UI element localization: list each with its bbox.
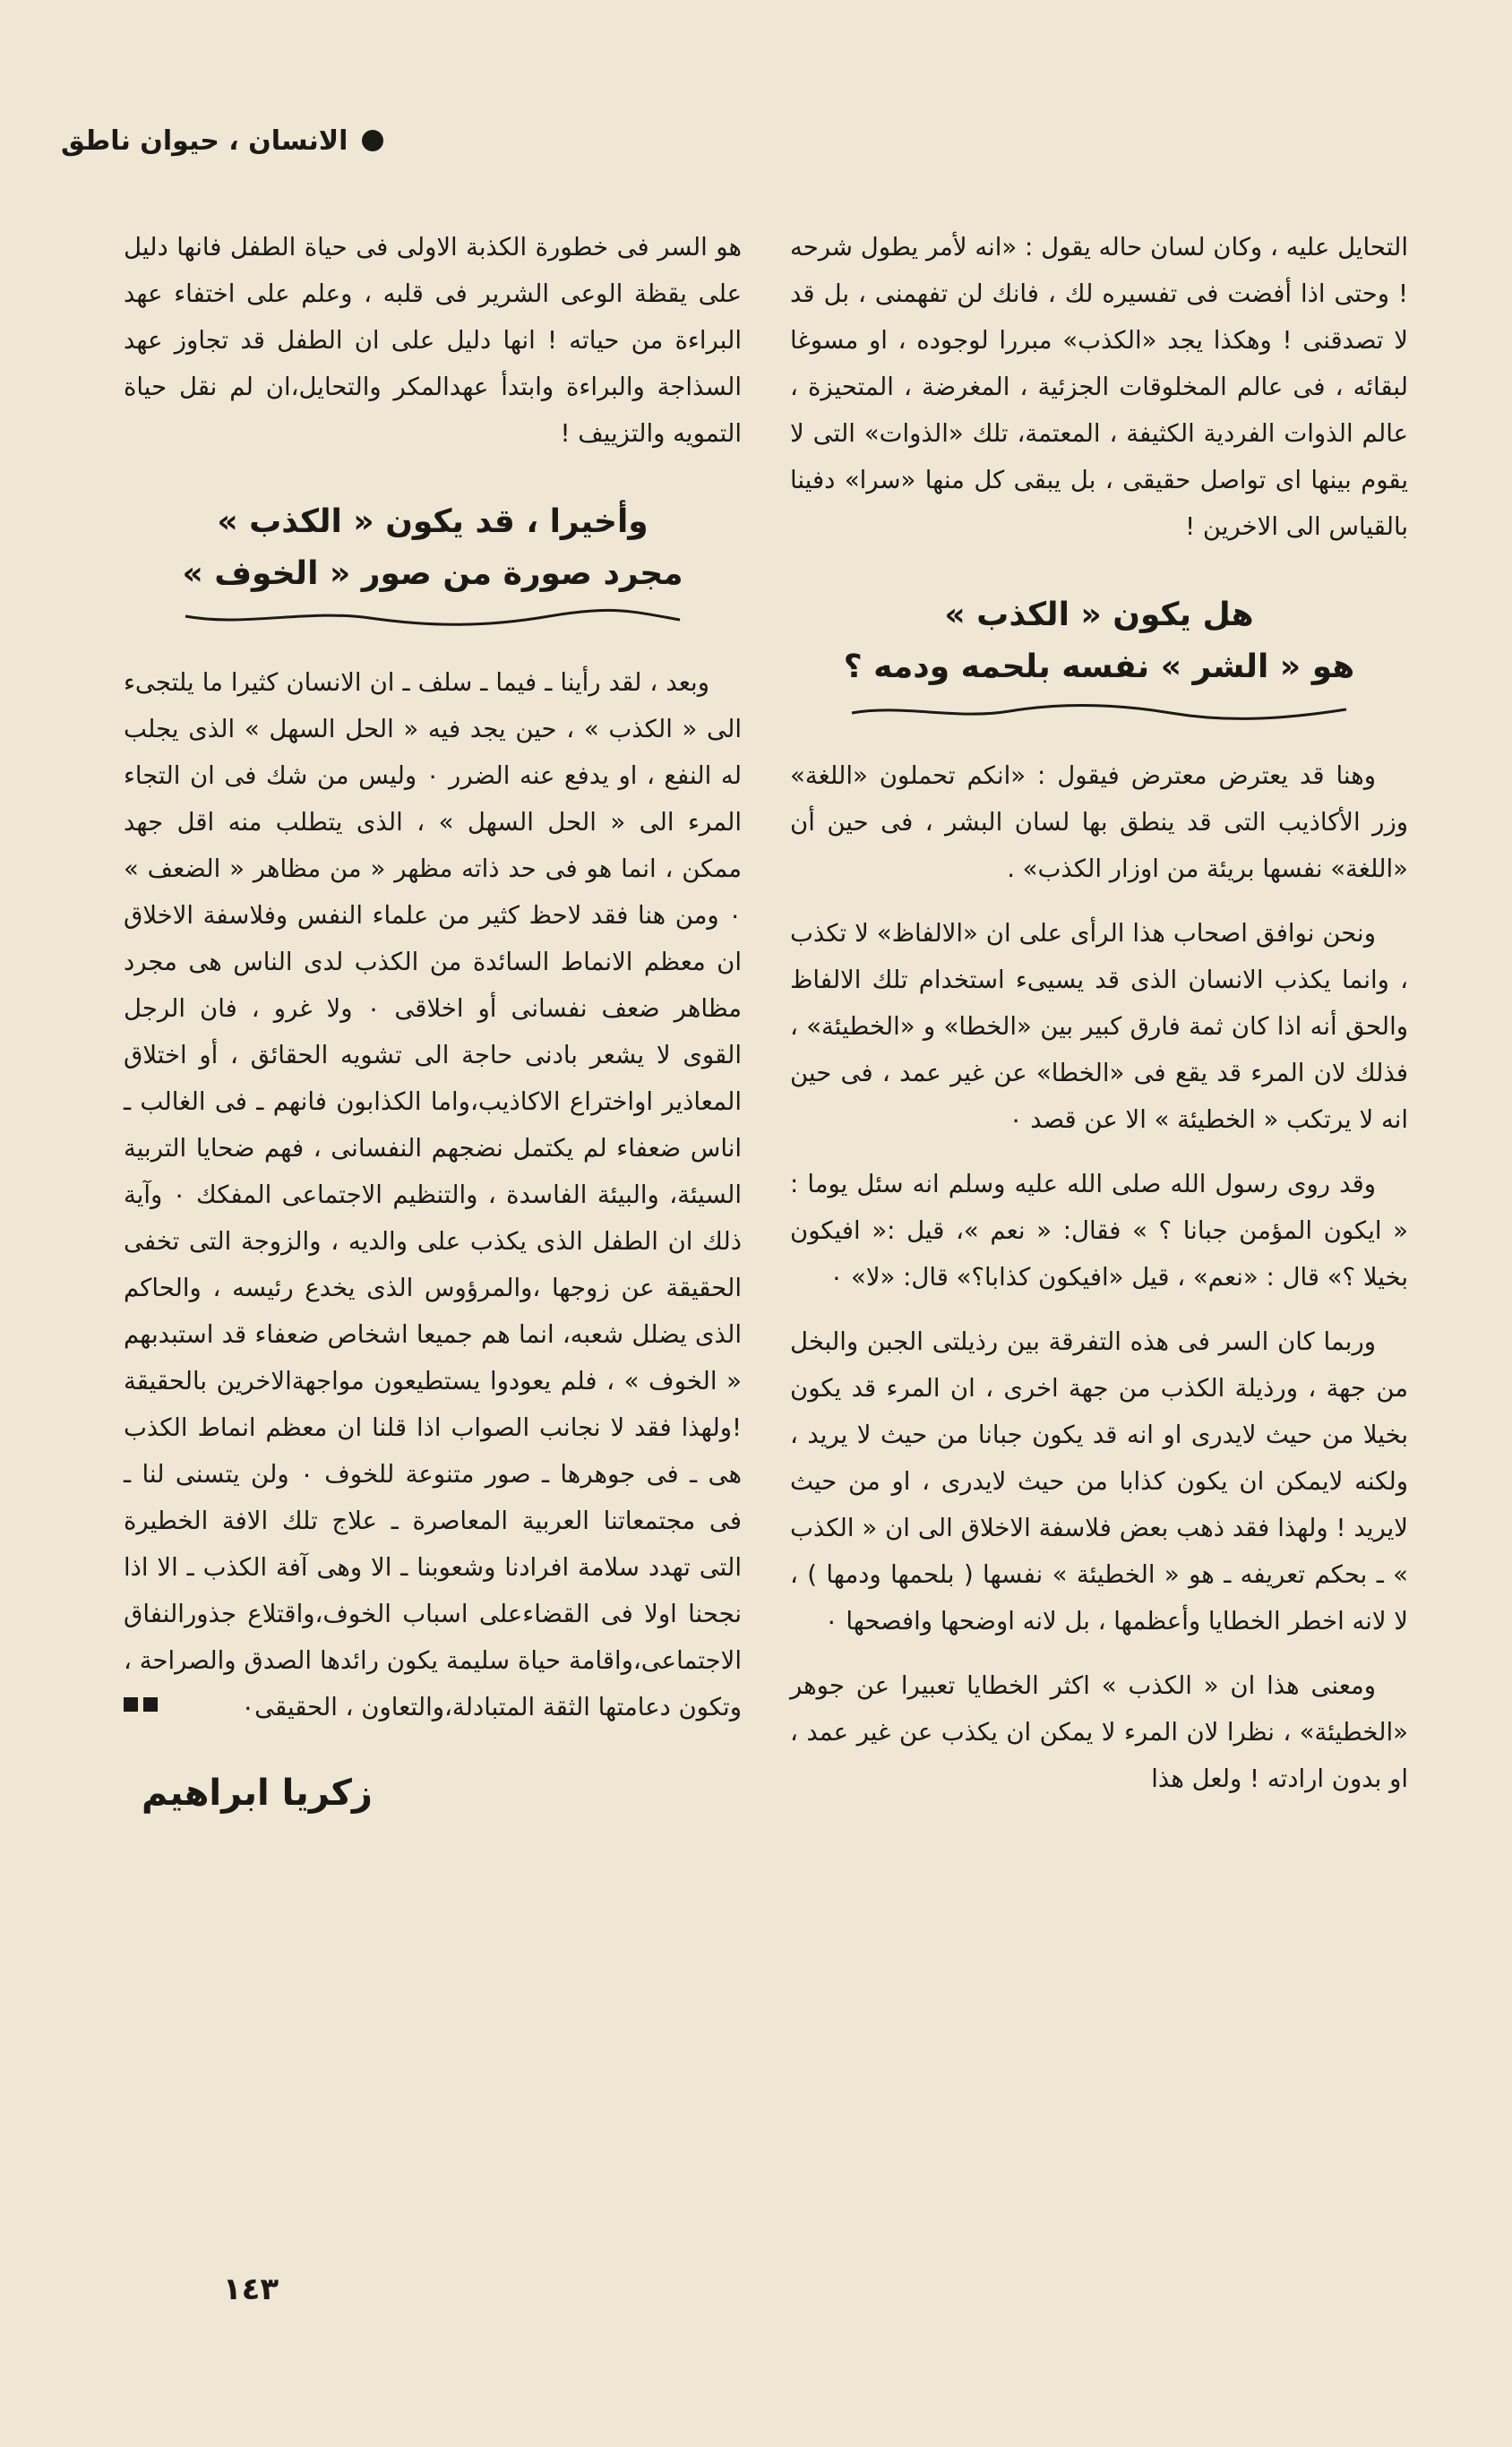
left-column bbox=[124, 224, 742, 1820]
paragraph: ونحن نوافق اصحاب هذا الرأى على ان «الالفاظ» لا تكذب ، وانما يكذب الانسان الذى قد يسيىء استخدام تلك الالفاظ والحق أنه اذا كان ثمة فارق كبير بين «الخطا» و «الخطيئة» ، فذلك لان المرء قد يقع فى «الخطا» عن غير عمد ، فى حين انه لا يرتكب « الخطيئة » الا عن قصد ٠ bbox=[790, 919, 1408, 1134]
heading-line-1: وأخيرا ، قد يكون « الكذب » bbox=[217, 503, 649, 540]
heading-line-2: مجرد صورة من صور « الخوف » bbox=[182, 555, 683, 592]
paragraph: التحايل عليه ، وكان لسان حاله يقول : «انه لأمر يطول شرحه ! وحتى اذا أفضت فى تفسيره لك ، فانك لن تفهمنى ، بل قد لا تصدقنى ! وهكذا يجد «الكذب» مبررا لوجوده ، او مسوغا لبقائه ، فى عالم المخلوقات الجزئية ، المغرضة ، المتحيزة ، عالم الذوات الفردية الكثيفة ، المعتمة، تلك «الذوات» التى لا يقوم بينها اى تواصل حقيقى ، بل يبقى كل منها «سرا» دفينا بالقياس الى الاخرين ! bbox=[790, 233, 1408, 541]
paragraph: وقد روى رسول الله صلى الله عليه وسلم انه سئل يوما : « ايكون المؤمن جبانا ؟ » فقال: « نعم »، قيل :« افيكون بخيلا ؟» قال : «نعم» ، قيل «افيكون كذابا؟» قال: «لا» ٠ bbox=[790, 1170, 1408, 1292]
heading-swash-ornament bbox=[182, 607, 683, 629]
paragraph: ومعنى هذا ان « الكذب » اكثر الخطايا تعبيرا عن جوهر «الخطيئة» ، نظرا لان المرء لا يمكن ان يكذب عن غير عمد ، او بدون ارادته ! ولعل هذا bbox=[790, 1671, 1408, 1793]
heading-line-1: هل يكون « الكذب » bbox=[944, 597, 1254, 633]
section-heading bbox=[124, 496, 742, 600]
paragraph: وبعد ، لقد رأينا ـ فيما ـ سلف ـ ان الانسان كثيرا ما يلتجىء الى « الكذب » ، حين يجد فيه « الحل السهل » الذى يجلب له النفع ، او يدفع عنه الضرر ٠ وليس من شك فى ان التجاء المرء الى « الحل السهل » ، الذى يتطلب منه اقل جهد ممكن ، انما هو فى حد ذاته مظهر « من مظاهر « الضعف » ٠ ومن هنا فقد لاحظ كثير من علماء النفس وفلاسفة الاخلاق ان معظم الانماط السائدة من الكذب لدى الناس هى مجرد مظاهر ضعف نفسانى أو اخلاقى ٠ ولا غرو ، فان الرجل القوى لا يشعر بادنى حاجة الى تشويه الحقائق ، أو اختلاق المعاذير اواختراع الاكاذيب،واما الكذابون فانهم ـ فى الغالب ـ اناس ضعفاء لم يكتمل نضجهم النفسانى ، فهم ضحايا التربية السيئة، والبيئة الفاسدة ، والتنظيم الاجتماعى المفكك ٠ وآية ذلك ان الطفل الذى يكذب على والديه ، والزوجة التى تخفى الحقيقة عن زوجها ،والمرؤوس الذى يخدع رئيسه ، والحاكم الذى يضلل شعبه، انما هم جميعا اشخاص ضعفاء قد استبدبهم « الخوف » ، فلم يعودوا يستطيعون مواجهةالاخرين بالحقيقة !ولهذا فقد لا نجانب الصواب اذا قلنا ان معظم انماط الكذب هى ـ فى جوهرها ـ صور متنوعة للخوف ٠ ولن يتسنى لنا ـ فى مجتمعاتنا العربية المعاصرة ـ علاج تلك الافة الخطيرة التى تهدد سلامة افرادنا وشعوبنا ـ الا وهى آفة الكذب ـ الا اذا نجحنا اولا فى القضاءعلى اسباب الخوف،واقتلاع جذورالنفاق الاجتماعى،واقامة حياة سليمة يكون رائدها الصدق والصراحة ، وتكون دعامتها الثقة المتبادلة،والتعاون ، الحقيقى٠ bbox=[124, 668, 742, 1721]
heading-line-2: هو « الشر » نفسه بلحمه ودمه ؟ bbox=[843, 648, 1355, 685]
heading-swash-ornament bbox=[848, 700, 1350, 722]
running-title: الانسان ، حيوان ناطق bbox=[61, 124, 348, 157]
end-square-icon bbox=[143, 1697, 158, 1712]
page-number: ١٤٣ bbox=[222, 2271, 279, 2307]
end-square-icon bbox=[124, 1697, 138, 1712]
paragraph: وربما كان السر فى هذه التفرقة بين رذيلتى الجبن والبخل من جهة ، ورذيلة الكذب من جهة اخرى ، ان المرء قد يكون بخيلا من حيث لايدرى او انه قد يكون جبانا من حيث لا يريد ، ولكنه لايمكن ان يكون كذابا من حيث لايدرى ، او من حيث لايريد ! ولهذا فقد ذهب بعض فلاسفة الاخلاق الى ان « الكذب » ـ بحكم تعريفه ـ هو « الخطيئة » نفسها ( بلحمها ودمها ) ، لا لانه اخطر الخطايا وأعظمها ، بل لانه اوضحها وافصحها ٠ bbox=[790, 1327, 1408, 1636]
bullet-icon bbox=[362, 130, 383, 151]
paragraph: وهنا قد يعترض معترض فيقول : «انكم تحملون «اللغة» وزر الأكاذيب التى قد ينطق بها لسان البشر ، فى حين أن «اللغة» نفسها بريئة من اوزار الكذب» . bbox=[790, 761, 1408, 883]
right-column bbox=[790, 224, 1408, 1802]
section-heading bbox=[790, 589, 1408, 693]
running-header bbox=[61, 118, 455, 163]
author-signature: زكريا ابراهيم bbox=[142, 1773, 373, 1814]
paragraph: هو السر فى خطورة الكذبة الاولى فى حياة الطفل فانها دليل على يقظة الوعى الشرير فى قلبه ، وعلم على اختفاء عهد البراءة من حياته ! انها دليل على ان الطفل قد تجاوز عهد السذاجة والبراءة وابتدأ عهدالمكر والتحايل،ان لم نقل حياة التمويه والتزييف ! bbox=[124, 233, 742, 448]
